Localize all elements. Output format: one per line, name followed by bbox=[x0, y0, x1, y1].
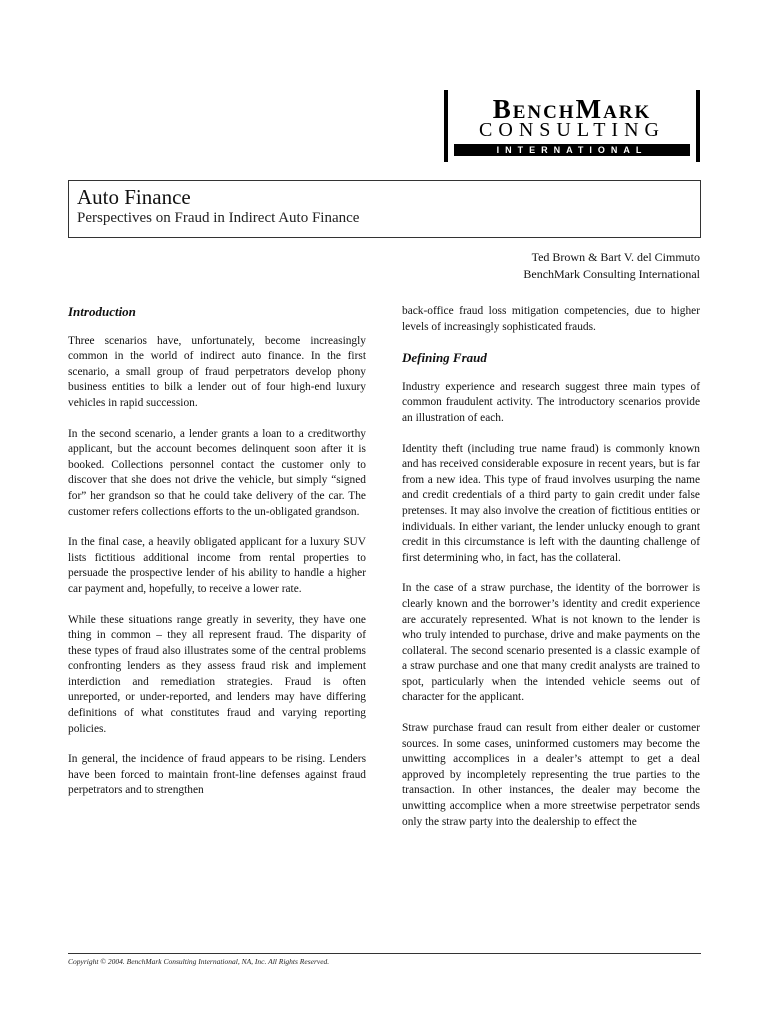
logo-bar-left bbox=[444, 90, 448, 162]
body-paragraph: In general, the incidence of fraud appears to be rising. Lenders have been forced to maintain front-line defenses against fraud perpetrators and to strengthen bbox=[68, 753, 366, 797]
author-organization: BenchMark Consulting International bbox=[523, 267, 700, 281]
body-paragraph: Straw purchase fraud can result from either dealer or customer sources. In some cases, uninformed customers may become the unwitting accomplices in a dealer’s attempt to get a deal approved by incompletely representing the true parties to the transaction. In other instances, the dealer may become the unwitting accomplice when a more streetwise perpetrator sends only the straw party into the dealership to effect the bbox=[402, 722, 700, 828]
body-paragraph: Identity theft (including true name fraud) is commonly known and has received considerable exposure in recent years, but is far from a new idea. This type of fraud involves usurping the name and credit credentials of a third party to gain credit under false pretenses. It may also involve the creation of fictitious entities or individuals. In either variant, the lender unlucky enough to grant credit in this circumstance is left with the daunting challenge of first determining who, in fact, has the collateral. bbox=[402, 442, 700, 564]
footer-copyright: Copyright © 2004. BenchMark Consulting International, NA, Inc. All Rights Reserved. bbox=[68, 957, 330, 966]
author-names: Ted Brown & Bart V. del Cimmuto bbox=[531, 250, 700, 264]
body-paragraph: In the case of a straw purchase, the identity of the borrower is clearly known and the borrower’s identity and credit experience are accurately represented. What is not known to the lender is who truly intended to purchase, drive and make payments on the collateral. The second scenario presented is a classic example of a straw purchase and one that many credit analysts are trained to spot, particularly when the intended vehicle seems out of character for the applicant. bbox=[402, 582, 700, 704]
document-subtitle: Perspectives on Fraud in Indirect Auto Finance bbox=[77, 210, 360, 226]
logo-line-benchmark: BenchMark bbox=[492, 94, 652, 124]
body-paragraph: In the final case, a heavily obligated applicant for a luxury SUV lists fictitious additional income from rental properties to persuade the prospective lender of his ability to handle a higher car payment and, hopefully, to receive a lower rate. bbox=[68, 536, 366, 595]
author-block bbox=[523, 249, 700, 283]
document-title: Auto Finance bbox=[77, 185, 191, 209]
body-paragraph: In the second scenario, a lender grants a loan to a creditworthy applicant, but the account becomes delinquent soon after it is booked. Collections personnel contact the customer only to discover that she does not drive the vehicle, but simply “signed for” her grandson so that he could take delivery of the car. The customer refers collections efforts to the un-obligated grandson. bbox=[68, 427, 366, 518]
body-paragraph: While these situations range greatly in severity, they have one thing in common – they all represent fraud. The disparity of these types of fraud also illustrates some of the central problems confronting lenders as they assess fraud risk and implement interdiction and remediation strategies. Fraud is often unreported, or under-reported, and lenders may have differing definitions of what constitutes fraud and varying reporting policies. bbox=[68, 613, 366, 735]
logo-line-international: INTERNATIONAL bbox=[454, 144, 690, 156]
logo-line-consulting: CONSULTING bbox=[479, 119, 665, 141]
right-column bbox=[402, 304, 700, 845]
section-heading-introduction: Introduction bbox=[68, 304, 136, 319]
left-column bbox=[68, 304, 366, 814]
title-box bbox=[68, 180, 701, 238]
company-logo bbox=[444, 90, 700, 162]
logo-bar-right bbox=[696, 90, 700, 162]
body-paragraph: Industry experience and research suggest three main types of common fraudulent activity. The introductory scenarios provide an illustration of each. bbox=[402, 380, 700, 424]
body-paragraph: Three scenarios have, unfortunately, become increasingly common in the world of indirect auto finance. In the first scenario, a small group of fraud perpetrators develop phony business entities to bilk a lender out of four high-end luxury vehicles in rapid succession. bbox=[68, 334, 366, 409]
section-heading-defining-fraud: Defining Fraud bbox=[402, 350, 487, 366]
body-paragraph-continuation: back-office fraud loss mitigation competencies, due to higher levels of increasingly sophisticated frauds. bbox=[402, 305, 700, 333]
footer-divider bbox=[68, 953, 701, 954]
